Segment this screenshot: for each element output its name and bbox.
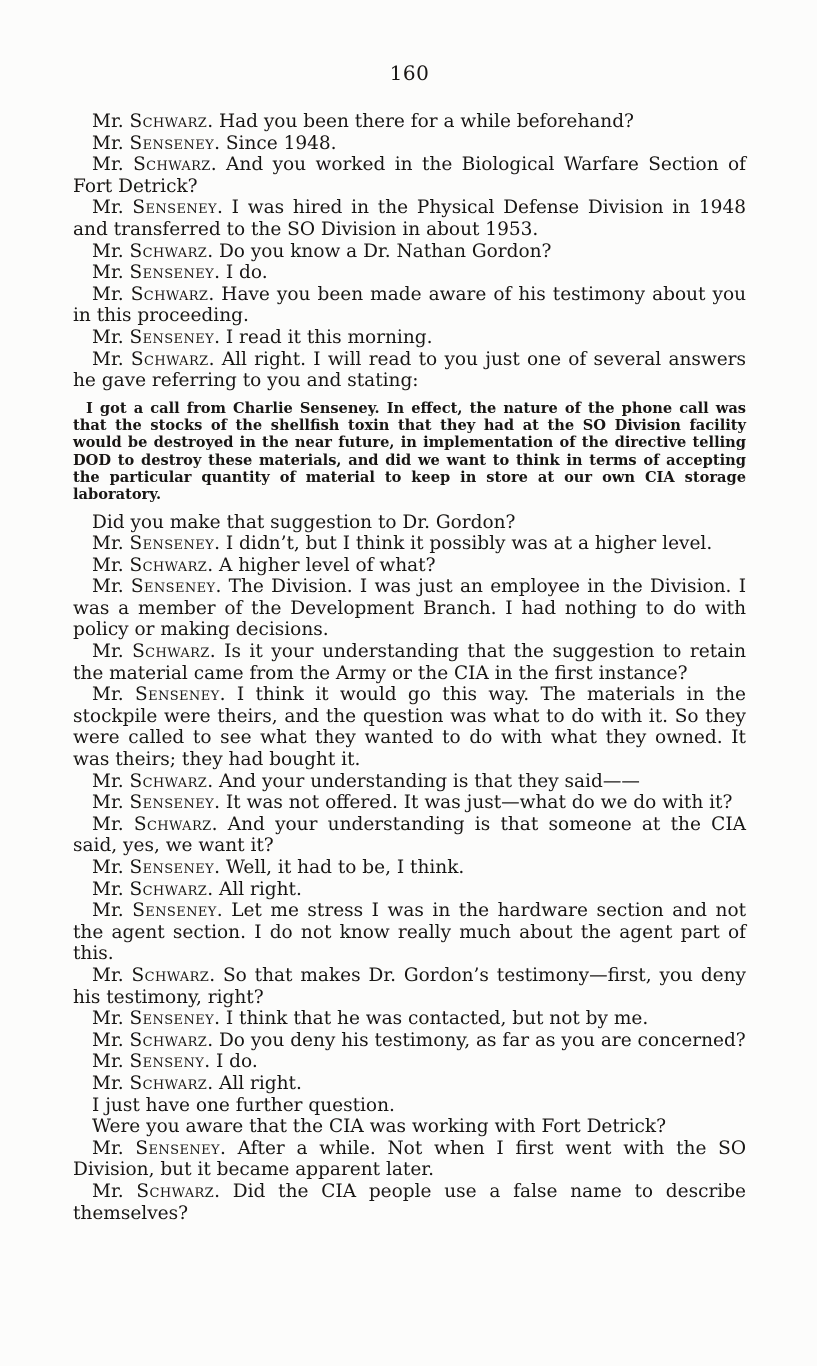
- transcript-paragraph: [73, 555, 746, 577]
- page-body: [73, 111, 746, 1224]
- speaker-title: Mr.: [92, 900, 133, 922]
- speaker-title: Mr.: [92, 1051, 130, 1073]
- transcript-paragraph: [73, 1095, 746, 1117]
- speaker-title: Mr.: [92, 857, 130, 878]
- paragraph-text: . I do.: [204, 1051, 258, 1073]
- speaker-name: Schwarz: [129, 770, 208, 792]
- speaker-title: Mr.: [92, 283, 131, 305]
- paragraph-text: . Did the CIA people use a false name to describe themselves?: [73, 1180, 746, 1224]
- speaker-name: Schwarz: [136, 1180, 215, 1202]
- paragraph-text: Did you make that suggestion to Dr. Gordon?: [92, 511, 516, 533]
- transcript-paragraph: [73, 857, 746, 879]
- speaker-title: Mr.: [92, 154, 134, 176]
- paragraph-text: . After a while. Not when I first went with the SO Division, but it became apparent later.: [73, 1137, 747, 1181]
- speaker-name: Senseney: [135, 684, 220, 706]
- speaker-name: Schwarz: [129, 240, 208, 262]
- transcript-paragraph: [73, 1181, 746, 1224]
- paragraph-text: . Do you know a Dr. Nathan Gordon?: [207, 240, 552, 262]
- paragraph-text: . A higher level of what?: [207, 554, 436, 576]
- speaker-name: Schwarz: [129, 111, 208, 132]
- speaker-title: Mr.: [92, 576, 131, 598]
- speaker-title: Mr.: [92, 1137, 136, 1159]
- speaker-title: Mr.: [92, 348, 131, 370]
- speaker-name: Senseney: [129, 132, 215, 154]
- paragraph-text: . So that makes Dr. Gordon’s testimony—first, you deny his testimony, right?: [73, 964, 747, 1008]
- speaker-title: Mr.: [92, 554, 130, 576]
- speaker-title: Mr.: [92, 132, 130, 154]
- transcript-paragraph: [73, 641, 746, 684]
- speaker-title: Mr.: [92, 262, 130, 284]
- transcript-paragraph: [73, 284, 746, 327]
- transcript-paragraph: [73, 900, 746, 965]
- transcript-paragraph: [73, 965, 746, 1008]
- speaker-title: Mr.: [92, 641, 133, 663]
- paragraph-text: . All right.: [207, 1072, 302, 1094]
- speaker-name: Senseney: [129, 326, 215, 348]
- transcript-paragraph: [73, 792, 746, 814]
- transcript-paragraph: [73, 576, 746, 641]
- speaker-title: Mr.: [92, 1008, 130, 1030]
- paragraph-text: . All right.: [207, 878, 302, 900]
- speaker-name: Senseney: [129, 533, 215, 555]
- transcript-paragraph: [73, 262, 746, 284]
- speaker-name: Senseny: [129, 1051, 205, 1073]
- paragraph-text: . Have you been made aware of his testimony about you in this proceeding.: [73, 283, 746, 327]
- paragraph-text: . Is it your understanding that the suggestion to retain the material came from the Army or the CIA in the first instance?: [73, 641, 746, 684]
- transcript-paragraph: [73, 512, 746, 534]
- transcript-paragraph: [73, 241, 746, 263]
- transcript-paragraph: [73, 1030, 746, 1052]
- transcript-paragraph: [73, 1116, 746, 1138]
- transcript-paragraph: [73, 111, 746, 133]
- paragraph-text: . All right. I will read to you just one of several answers he gave referring to you and stating:: [73, 348, 747, 392]
- transcript-paragraph: [73, 1008, 746, 1030]
- speaker-title: Mr.: [92, 533, 130, 555]
- speaker-name: Schwarz: [130, 348, 209, 370]
- paragraph-text: . I do.: [214, 262, 268, 284]
- paragraph-text: . Do you deny his testimony, as far as you are concerned?: [207, 1029, 746, 1051]
- speaker-name: Senseney: [132, 900, 217, 922]
- paragraph-text: I got a call from Charlie Senseney. In effect, the nature of the phone call was that the stocks of the shellfish toxin that they had at the SO Division facility would be destroyed in the near future, in implementation of the directive telling DOD to destroy these materials, and did we want to think in terms of accepting the particular quantity of material to keep in store at our own CIA storage laboratory.: [73, 399, 746, 504]
- transcript-paragraph: [73, 771, 746, 793]
- transcript-paragraph: [73, 154, 746, 197]
- paragraph-text: . I didn’t, but I think it possibly was at a higher level.: [214, 533, 713, 555]
- paragraph-text: . I think that he was contacted, but not by me.: [214, 1008, 649, 1030]
- transcript-paragraph: [73, 1073, 746, 1095]
- speaker-name: Schwarz: [133, 813, 212, 835]
- paragraph-text: . It was not offered. It was just—what do we do with it?: [214, 792, 733, 814]
- speaker-title: Mr.: [92, 770, 130, 792]
- speaker-title: Mr.: [92, 684, 135, 706]
- speaker-name: Schwarz: [130, 283, 209, 305]
- page-number: 160: [389, 61, 430, 85]
- speaker-title: Mr.: [92, 240, 130, 262]
- speaker-name: Schwarz: [129, 1072, 208, 1094]
- paragraph-text: . Well, it had to be, I think.: [214, 857, 465, 878]
- transcript-paragraph: [73, 879, 746, 901]
- speaker-name: Schwarz: [131, 964, 210, 986]
- paragraph-text: . Since 1948.: [214, 132, 337, 154]
- transcript-paragraph: [73, 1051, 746, 1073]
- transcript-paragraph: [73, 349, 746, 392]
- speaker-name: Senseney: [129, 792, 215, 814]
- speaker-name: Senseney: [129, 262, 215, 284]
- speaker-title: Mr.: [92, 964, 132, 986]
- speaker-name: Schwarz: [132, 641, 210, 663]
- speaker-name: Senseney: [135, 1137, 220, 1159]
- transcript-paragraph: [73, 197, 746, 240]
- speaker-title: Mr.: [92, 1180, 137, 1202]
- transcript-paragraph: [73, 814, 746, 857]
- speaker-name: Senseney: [129, 857, 215, 878]
- speaker-title: Mr.: [92, 326, 130, 348]
- paragraph-text: . And you worked in the Biological Warfare Section of Fort Detrick?: [73, 154, 747, 197]
- speaker-name: Schwarz: [129, 878, 208, 900]
- speaker-title: Mr.: [92, 111, 130, 132]
- transcript-paragraph: [73, 1138, 746, 1181]
- quote-paragraph: [73, 400, 746, 504]
- speaker-title: Mr.: [92, 792, 130, 814]
- speaker-name: Schwarz: [129, 554, 208, 576]
- speaker-title: Mr.: [92, 813, 134, 835]
- speaker-title: Mr.: [92, 197, 133, 219]
- speaker-title: Mr.: [92, 1029, 130, 1051]
- paragraph-text: . I was hired in the Physical Defense Division in 1948 and transferred to the SO Division in about 1953.: [73, 197, 746, 240]
- paragraph-text: . And your understanding is that they said——: [207, 770, 640, 792]
- paragraph-text: . I think it would go this way. The materials in the stockpile were theirs, and the question was what to do with it. So they were called to see what they wanted to do with what they owned. It was theirs; they had bought it.: [73, 684, 747, 771]
- transcript-paragraph: [73, 133, 746, 155]
- speaker-name: Senseney: [132, 197, 218, 219]
- transcript-paragraph: [73, 533, 746, 555]
- paragraph-text: . I read it this morning.: [214, 326, 433, 348]
- transcript-paragraph: [73, 684, 746, 770]
- speaker-title: Mr.: [92, 1072, 130, 1094]
- speaker-name: Senseney: [130, 576, 216, 598]
- speaker-name: Schwarz: [129, 1029, 208, 1051]
- paragraph-text: . The Division. I was just an employee in the Division. I was a member of the Development Branch. I had nothing to do with policy or making decisions.: [73, 576, 746, 641]
- paragraph-text: Were you aware that the CIA was working with Fort Detrick?: [92, 1116, 667, 1138]
- paragraph-text: I just have one further question.: [92, 1094, 395, 1116]
- speaker-title: Mr.: [92, 878, 130, 900]
- paragraph-text: . Had you been there for a while beforehand?: [207, 111, 634, 132]
- paragraph-text: . Let me stress I was in the hardware section and not the agent section. I do not know really much about the agent part of this.: [73, 900, 747, 965]
- speaker-name: Senseney: [129, 1008, 215, 1030]
- transcript-paragraph: [73, 327, 746, 349]
- speaker-name: Schwarz: [133, 154, 211, 176]
- paragraph-text: . And your understanding is that someone at the CIA said, yes, we want it?: [73, 813, 746, 857]
